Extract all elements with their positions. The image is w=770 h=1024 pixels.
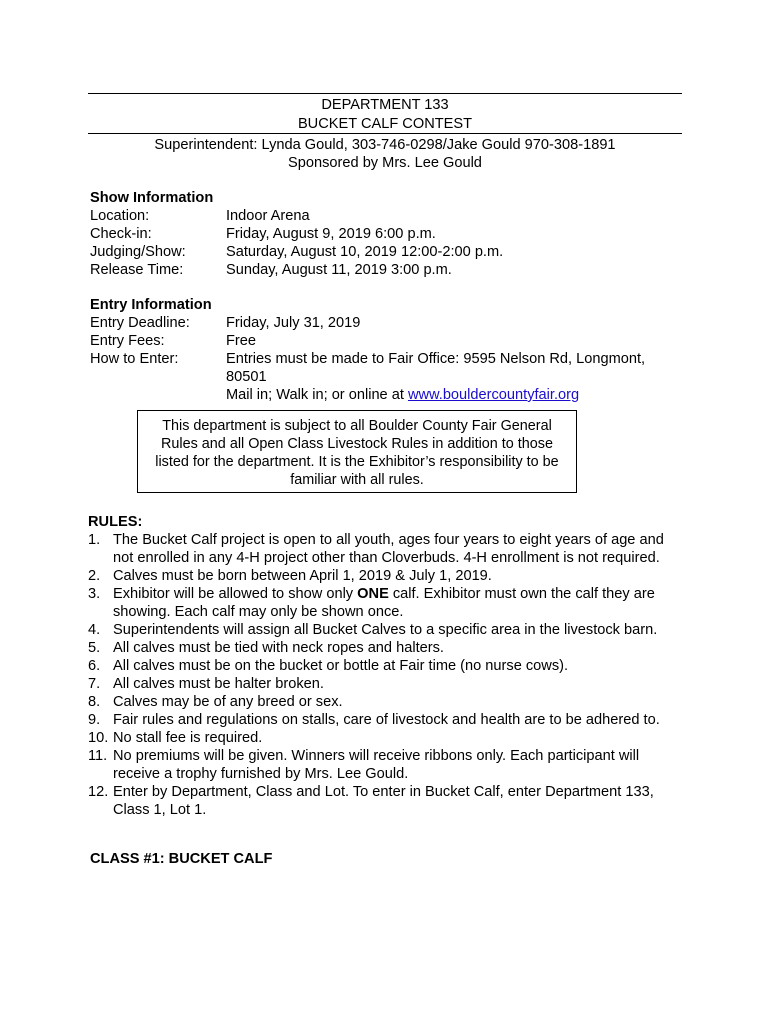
rule-item [88,729,688,747]
rule-item [88,657,688,675]
rule-text: Calves must be born between April 1, 2019 & July 1, 2019. [113,568,492,584]
rule-text: Fair rules and regulations on stalls, care of livestock and health are to be adhered to. [113,712,660,728]
rules-section [88,513,688,819]
rules-notice-text: This department is subject to all Boulder County Fair General Rules and all Open Class Livestock Rules in addition to those listed for the department. It is the Exhibitor’s responsibility to be familiar with all rules. [155,418,559,488]
show-information-section [90,189,690,279]
rule-text: Superintendents will assign all Bucket Calves to a specific area in the livestock barn. [113,622,658,638]
checkin-value: Friday, August 9, 2019 6:00 p.m. [226,226,436,242]
rule-text-after: calf. Exhibitor must own the calf they are showing. Each calf may only be shown once. [113,586,655,620]
rule-item [88,639,688,657]
rule-number: 11. [88,748,108,764]
rule-text-before: Exhibitor will be allowed to show only [113,586,358,602]
rule-text-emphasis: ONE [357,586,389,602]
show-info-row-judging [90,243,690,261]
sponsor-line: Sponsored by Mrs. Lee Gould [288,155,482,171]
rule-text: No stall fee is required. [113,730,263,746]
rule-text: Calves may be of any breed or sex. [113,694,343,710]
judging-value: Saturday, August 10, 2019 12:00-2:00 p.m. [226,244,504,260]
how-to-enter-line2: 80501 [226,369,267,385]
rule-number: 4. [88,622,101,638]
release-value: Sunday, August 11, 2019 3:00 p.m. [226,262,452,278]
contest-title: BUCKET CALF CONTEST [297,116,473,132]
fees-value: Free [226,333,257,349]
deadline-label: Entry Deadline: [90,315,190,331]
rule-item [88,783,688,819]
rule-number: 2. [88,568,101,584]
rule-item [88,693,688,711]
fees-label: Entry Fees: [90,333,165,349]
rule-text: The Bucket Calf project is open to all youth, ages four years to eight years of age and not enrolled in any 4-H project other than Cloverbuds. 4-H enrollment is not required. [113,532,664,566]
fair-website-link[interactable]: www.bouldercountyfair.org [407,387,580,403]
rule-number: 7. [88,676,101,692]
release-label: Release Time: [90,262,184,278]
entry-information-section [90,296,690,404]
how-to-enter-value [226,350,690,404]
rule-item [88,531,688,567]
entry-info-row-how [90,350,690,404]
rule-text: All calves must be on the bucket or bottle at Fair time (no nurse cows). [113,658,569,674]
rule-item [88,567,688,585]
rule-number: 12. [88,784,109,800]
show-info-row-location [90,207,690,225]
class-heading: CLASS #1: BUCKET CALF [90,851,273,867]
how-to-enter-label: How to Enter: [90,351,179,367]
show-information-heading: Show Information [90,190,214,206]
rule-number: 10. [88,730,109,746]
rule-text: All calves must be halter broken. [113,676,324,692]
superintendent-line: Superintendent: Lynda Gould, 303-746-0298/Jake Gould 970-308-1891 [154,137,616,153]
header-rule [88,133,682,134]
entry-information-heading: Entry Information [90,297,212,313]
rules-heading: RULES: [88,514,143,530]
rule-text: Enter by Department, Class and Lot. To enter in Bucket Calf, enter Department 133, Class 1, Lot 1. [113,784,654,818]
rule-item [88,585,688,621]
deadline-value: Friday, July 31, 2019 [226,315,361,331]
rule-text: All calves must be tied with neck ropes and halters. [113,640,444,656]
rule-number: 8. [88,694,101,710]
location-value: Indoor Arena [226,208,310,224]
location-label: Location: [90,208,150,224]
show-info-row-checkin [90,225,690,243]
show-info-row-release [90,261,690,279]
rule-text: No premiums will be given. Winners will receive ribbons only. Each participant will receive a trophy furnished by Mrs. Lee Gould. [113,748,640,782]
how-to-enter-line3: Mail in; Walk in; or online at [226,387,408,403]
rule-item [88,621,688,639]
rules-notice-box [137,410,577,493]
how-to-enter-line1: Entries must be made to Fair Office: 9595 Nelson Rd, Longmont, [226,351,646,367]
rule-number: 6. [88,658,101,674]
entry-info-row-fees [90,332,690,350]
entry-info-row-deadline [90,314,690,332]
rule-number: 3. [88,586,101,602]
department-title: DEPARTMENT 133 [321,97,449,113]
checkin-label: Check-in: [90,226,152,242]
rule-item [88,675,688,693]
rule-number: 1. [88,532,101,548]
rule-item [88,747,688,783]
rule-number: 5. [88,640,101,656]
rule-item [88,711,688,729]
top-rule [88,93,682,94]
rule-text [113,585,688,621]
judging-label: Judging/Show: [90,244,186,260]
rule-number: 9. [88,712,101,728]
